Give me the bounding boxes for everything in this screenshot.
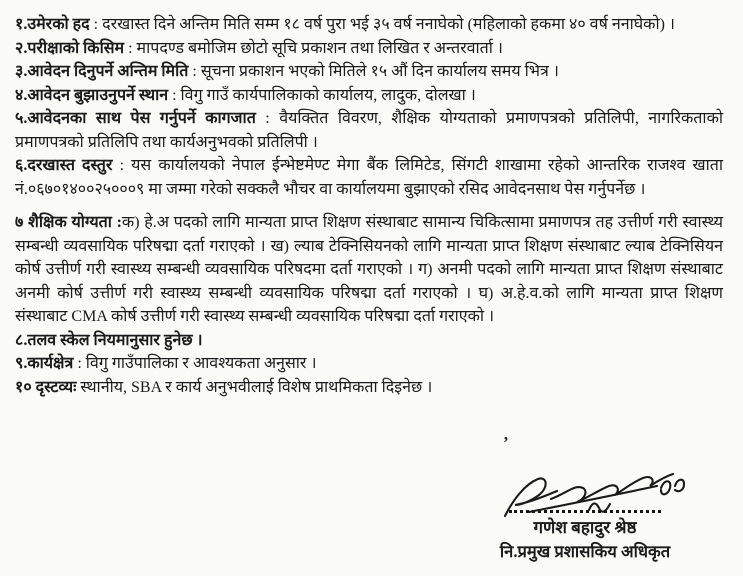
item-5-text: : वैयक्तित विवरण, शैक्षिक योग्यताको प्रमाणपत्रको प्रतिलिपी, नागरिकताको प्रमाणपत्रको प्रतिलिपि तथा कार्यअनुभवको प्रतिलिपी । xyxy=(15,110,724,151)
notice-item-7 xyxy=(15,211,723,329)
item-10-text: स्थानीय, SBA र कार्य अनुभवीलाई विशेष प्राथमिकता दिइनेछ । xyxy=(76,378,433,396)
notice-item-4 xyxy=(15,84,723,108)
item-2-label: २.परीक्षाको किसिम xyxy=(15,39,125,57)
item-9-label: ९.कार्यक्षेत्र xyxy=(15,355,74,372)
item-6-text: : यस कार्यालयको नेपाल ईन्भेष्टमेण्ट मेगा बैंक लिमिटेड, सिंगटी शाखामा रहेको आन्तरिक राजश्व खाता नं.०६७०१४००२५०००९ मा जम्मा गरेको सक्कलै भौचर वा कार्यालयमा बुझाएको रसिद आवेदनसाथ पेस गर्नुपर्नेछ । xyxy=(15,157,723,198)
item-7-label: ७ शैक्षिक योग्यता : xyxy=(15,214,122,231)
notice-item-3 xyxy=(15,60,723,84)
notice-item-1 xyxy=(15,13,723,37)
signatory-name: गणेश बहादुर श्रेष्ठ xyxy=(533,518,637,537)
notice-item-2 xyxy=(15,37,723,61)
item-3-text: : सूचना प्रकाशन भएको मितिले १५ औं दिन कार्यालय समय भित्र । xyxy=(188,63,559,80)
signatory-title: नि.प्रमुख प्रशासकिय अधिकृत xyxy=(499,542,671,561)
notice-item-9 xyxy=(15,352,723,376)
item-10-label: १० दृस्टव्यः xyxy=(15,378,77,396)
item-9-text: : विगु गाउँपालिका र आवश्यकता अनुसार । xyxy=(73,355,317,372)
item-8-label: ८.तलव स्केल नियमानुसार हुनेछ । xyxy=(15,331,203,349)
notice-item-8 xyxy=(15,329,723,353)
item-7-text: क) हे.अ पदको लागि मान्यता प्राप्त शिक्षण संस्थाबाट सामान्य चिकित्सामा प्रमाणपत्र तह उत्तीर्ण गरी स्वास्थ्य सम्बन्धी व्यवसायिक परिषद्मा दर्ता गराएको । ख) ल्याब टेक्निसियनको लागि मान्यता प्राप्त शिक्षण संस्थाबाट ल्याब टेक्निसियन कोर्ष उत्तीर्ण गरी स्वास्थ्य सम्बन्धी व्यवसायिक परिषदमा दर्ता गराएको । ग) अनमी पदको लागि मान्यता प्राप्त शिक्षण संस्थाबाट अनमी कोर्ष उत्तीर्ण गरी स्वास्थ्य सम्बन्धी व्यवसायिक परिषद्मा दर्ता गराएको । घ) अ.हे.व.को लागि मान्यता प्राप्त शिक्षण संस्थाबाट CMA कोर्ष उत्तीर्ण गरी स्वास्थ्य सम्बन्धी व्यवसायिक परिषद्मा दर्ता गराएको । xyxy=(15,214,723,325)
notice-item-5 xyxy=(15,107,723,154)
item-1-label: १.उमेरको हद xyxy=(15,16,90,33)
item-2-text: : मापदण्ड बमोजिम छोटो सूचि प्रकाशन तथा लिखित र अन्तरवार्ता । xyxy=(124,39,503,57)
item-5-label: ५.आवेदनका साथ पेस गर्नुपर्ने कागजात xyxy=(15,110,256,127)
signature-block xyxy=(465,464,705,564)
item-4-label: ४.आवेदन बुझाउनुपर्ने स्थान xyxy=(15,86,169,104)
item-6-label: ६.दरखास्त दस्तुर xyxy=(15,157,113,174)
item-1-text: : दरखास्त दिने अन्तिम मिति सम्म १८ वर्ष पुरा भई ३५ वर्ष ननाघेको (महिलाको हकमा ४० वर्ष ननाघेको) । xyxy=(89,16,675,33)
item-3-label: ३.आवेदन दिनुपर्ने अन्तिम मिति xyxy=(15,63,189,80)
notice-item-10 xyxy=(15,376,723,400)
ink-mark: ’ xyxy=(503,433,509,452)
item-4-text: : विगु गाउँ कार्यपालिकाको कार्यालय, लादुक, दोलखा । xyxy=(168,86,476,104)
notice-item-6 xyxy=(15,154,723,201)
